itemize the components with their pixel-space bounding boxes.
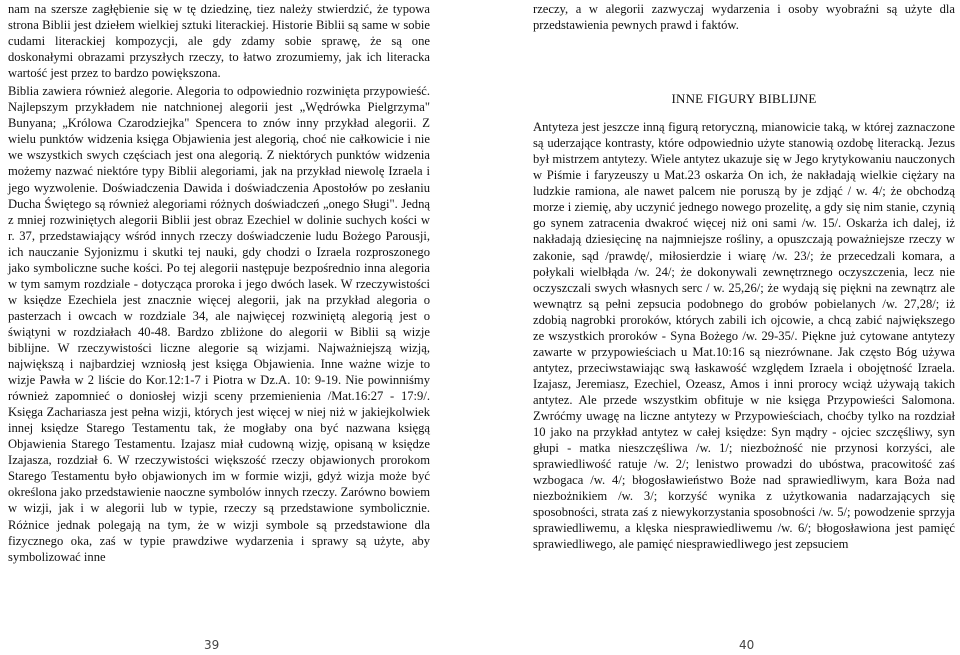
section-heading: INNE FIGURY BIBLIJNE	[671, 91, 817, 107]
right-page-column	[533, 1, 955, 552]
right-intro-paragraph: rzeczy, a w alegorii zazwyczaj wydarzenia i osoby wyobraźni są użyte dla przedstawienia pewnych prawd i faktów.	[533, 2, 955, 33]
right-body-paragraph: Antyteza jest jeszcze inną figurą retoryczną, mianowicie taką, w której zaznaczone są uderzające kontrasty, które odpowiednio użyte stanowią ozdobę literacką. Jezus był mistrzem antytezy. Wiele antytez ukazuje się w Jego krytykowaniu nauczonych w Piśmie i faryzeuszy u Mat.23 oskarża On ich, że nakładają wielkie ciężary na ludzkie ramiona, ale nawet palcem nie poruszą by je zdjąć / w. 4/; że obchodzą morze i ziemię, aby uczynić jednego nowego prozelitę, a gdy się nim stanie, czynią go synem zatracenia dwakroć więcej niż oni sami /w. 15/. Oskarża ich dalej, iż nakładają dziesięcinę na najmniejsze rośliny, a opuszczają poważniejsze rzeczy w zakonie, sąd /prawdę/, miłosierdzie i wiarę /w. 23/; że przecedzali komara, a połykali wielbłąda /w. 24/; że dokonywali zewnętrznego oczyszczenia, lecz nie oczyszczali swych własnych serc / w. 25,26/; że wydają się piękni na zewnątrz ale wewnątrz są pełni zepsucia podobnego do grobów pobielanych /w. 27,28/; iż zdobią nagrobki proroków, których zabili ich ojcowie, a chcą zabić największego ze wszystkich proroków - Syna Bożego /w. 29-35/. Piękne już cytowane antytezy zawarte w przypowieściach u Mat.10:16 są niezrównane. Jak często Bóg używa antytez, przeciwstawiając swą łaskawość względem Izraela i obojętność Izraela. Izajasz, Jeremiasz, Ezechiel, Ozeasz, Amos i inni prorocy wciąż używają takich antytez. Ale przede wszystkim obfituje w nie księga Przypowieści Salomona. Zwróćmy uwagę na liczne antytezy w Przypowieściach, choćby tylko na rozdział 10 jako na przykład antytez w całej księdze: Syn mądry - ojciec szczęśliwy, syn głupi - matka nieszczęśliwa /w. 1/; niezbożność nie przynosi korzyści, ale sprawiedliwość ratuje /w. 2/; lenistwo prowadzi do ubóstwa, pracowitość zaś wzbogaca /w. 4/; błogosławieństwo Boże nad sprawiedliwym, kara Boża nad niezbożnikiem /w. 3/; korzyść wynika z użytkowania nadarzających się sposobności, strata zaś z niewykorzystania sposobności /w. 5/; powodzenie sprzyja sprawiedliwemu, a klęska niesprawiedliwemu /w. 6/; błogosławiona jest pamięć sprawiedliwego, ale pamięć niesprawiedliwego jest zepsuciem	[533, 120, 955, 552]
page-number-right: 40	[739, 638, 755, 652]
left-paragraph-1: nam na szersze zagłębienie się w tę dziedzinę, tiez należy stwierdzić, że typowa strona Biblii jest dziełem wielkiej sztuki literackiej. Historie Biblii są same w sobie cudami literackiej kompozycji, ale gdy zdamy sobie sprawę, że są one doskonałymi obrazami przyszłych rzeczy, to łatwo zrozumiemy, jak ich literacka wartość jest przez to bardzo powiększona.	[8, 2, 430, 81]
page-number-left: 39	[204, 638, 220, 652]
left-page-column	[8, 1, 430, 565]
left-paragraph-2: Biblia zawiera również alegorie. Alegoria to odpowiednio rozwinięta przypowieść. Najlepszym przykładem nie natchnionej alegorii jest „Wędrówka Pielgrzyma" Bunyana; „Królowa Czarodziejka" Spencera to znów inny przykład alegorii. Z wielu punktów widzenia księga Objawienia jest alegorią, choć nie całkowicie i nie we wszystkich swych częściach jest ona alegorią. Z niektórych punktów widzenia możemy nazwać niektóre typy Biblii alegoriami, jak na przykład niewolę Izraela i jego wyzwolenie. Doświadczenia Dawida i doświadczenia Apostołów po zesłaniu Ducha Świętego są również alegoriami różnych doświadczeń „onego Sługi". Jedną z mniej rozwiniętych alegorii Biblii jest obraz Ezechiel w dolinie suchych kości w r. 37, przedstawiający wśród innych rzeczy doświadczenie ludu Bożego Parousji, ich nauczanie Syjonizmu i skutki tej nauki, gdy chodzi o Izraela rozproszonego jako symboliczne suche kości. Po tej alegorii następuje bezpośrednio inna alegoria w tym samym rozdziale - dotycząca proroka i jego dwóch lasek. W rzeczywistości w księdze Ezechiela jest znacznie więcej alegorii, jak na przykład alegoria o pasterzach i owcach w rozdziale 34, ale najwięcej rozwiniętą alegorią jest o świątyni w rozdziałach 40-48. Bardzo zbliżone do alegorii w Biblii są wizje biblijne. W rzeczywistości liczne alegorie są wizjami. Najważniejszą wizją, największą i najbardziej wzniosłą jest księga Objawienia. Inne ważne wizje to wizje Pawła w 2 liście do Kor.12:1-7 i Piotra w Dz.A. 10: 9-19. Nie powinniśmy również zapomnieć o doniosłej wizji sceny przemienienia /Mat.16:27 - 17:9/. Księga Zachariasza jest pełna wizji, których jest więcej w niej niż w jakiejkolwiek innej księdze Starego Testamentu tak, że mogłaby ona być nazwana księgą Objawienia Starego Testamentu. Izajasz miał cudowną wizję, opisaną w księdze Izajasza, rozdział 6. W rzeczywistości większość rzeczy objawionych prorokom Starego Testamentu było objawionych im w formie wizji, gdyż wizja może być określona jako przedstawienie naoczne symbolów innych rzeczy. Zarówno bowiem w wizji, jak i w alegorii lub w typie, rzeczy są przedstawione symbolicznie. Różnice jednak polegają na tym, że w wizji symbole są przedstawione dla fizycznego oka, zaś w typie prawdziwe wydarzenia i sprawy są użyte, aby symbolizować inne	[8, 84, 430, 564]
